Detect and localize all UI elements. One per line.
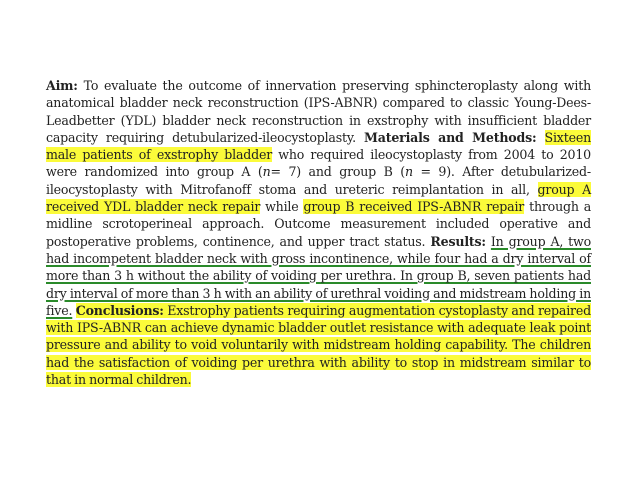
results-underlined-text: In group A, two had incompetent bladder neck with gross incontinence, while four had a dry interval of more than 3 h without the ability of voiding per urethra. In group B, seven patients had dry interval of more than 3 h with an ability of urethral voiding and midstream holding in five. bbox=[46, 233, 591, 318]
materials-methods-text-4: while bbox=[260, 199, 304, 215]
highlight-group-a-ydl: group A received YDL bladder neck repair bbox=[46, 181, 592, 215]
conclusions-highlight bbox=[46, 303, 591, 387]
aim-label: Aim: bbox=[46, 78, 78, 93]
highlight-sixteen-male-patients: Sixteen male patients of exstrophy bladder bbox=[46, 129, 591, 163]
results-label: Results: bbox=[430, 233, 486, 249]
materials-methods-text-3: = 9). After detubularized-ileocystoplasty with Mitrofanoff stoma and ureteric reimplantation in all, bbox=[46, 164, 591, 197]
materials-methods-space bbox=[536, 130, 544, 145]
highlight-group-b-ips-abnr: group B received IPS-ABNR repair bbox=[303, 199, 525, 215]
materials-methods-text-1: who required ileocystoplasty from 2004 to 2010 were randomized into group A ( bbox=[46, 147, 591, 180]
n-variable-group-b: n bbox=[404, 164, 413, 180]
conclusions-label: Conclusions: bbox=[75, 302, 164, 318]
aim-text: To evaluate the outcome of innervation preserving sphincteroplasty along with anatomical bladder neck reconstruction (IPS-ABNR) compared to classic Young-Dees-Leadbetter (YDL) bladder neck reconstruction in exstrophy with insufficient bladder capacity requiring detubularized-ileocystoplasty. bbox=[46, 78, 591, 145]
abstract-paragraph bbox=[46, 77, 591, 388]
n-variable-group-a: n bbox=[262, 164, 271, 180]
materials-methods-text-2: = 7) and group B ( bbox=[270, 164, 405, 180]
materials-methods-label: Materials and Methods: bbox=[364, 129, 537, 145]
materials-methods-text-5: through a midline scrotoperineal approach. Outcome measurement included operative and postoperative problems, continence, and upper tract status. bbox=[46, 199, 592, 249]
conclusions-text: Exstrophy patients requiring augmentation cystoplasty and repaired with IPS-ABNR can achieve dynamic bladder outlet resistance with adequate leak point pressure and ability to void voluntarily with midstream holding capability. The children had the satisfaction of voiding per urethra with ability to stop in midstream similar to that in normal children. bbox=[46, 302, 591, 388]
